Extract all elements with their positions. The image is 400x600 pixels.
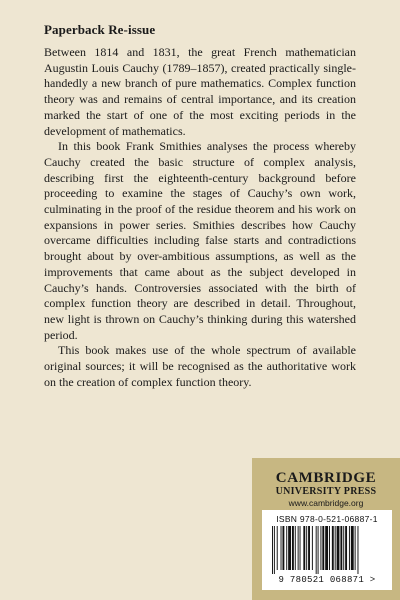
blurb-paragraph-2: In this book Frank Smithies analyses the process whereby Cauchy created the basic structure of complex analysis, describing first the eighteenth-century background before proceeding to examine the stages of Cauchy’s own work, culminating in the proof of the residue theorem and his work on expansions in power series. Smithies describes how Cauchy overcame difficulties including false starts and contradictions brought about by over-ambitious assumptions, as well as the improvements that came about as the subject developed in Cauchy’s hands. Controversies associated with the birth of complex function theory are described in detail. Throughout, new light is thrown on Cauchy’s thinking during this watershed period.: [44, 139, 356, 342]
publisher-name: CAMBRIDGE: [275, 470, 377, 486]
blurb-text: [44, 45, 356, 390]
publisher-url: www.cambridge.org: [288, 498, 364, 508]
barcode-digits: 9 780521 068871 >: [278, 575, 376, 585]
isbn-label: ISBN 978-0-521-06887-1: [276, 514, 378, 524]
blurb-paragraph-3: This book makes use of the whole spectrum of available original sources; it will be recognised as the authoritative work on the creation of complex function theory.: [44, 343, 356, 389]
edition-label: Paperback Re-issue: [44, 22, 156, 37]
barcode-icon: [270, 526, 384, 574]
barcode-box: [262, 510, 392, 590]
publisher-subtitle: UNIVERSITY PRESS: [275, 486, 377, 497]
blurb-paragraph-1: Between 1814 and 1831, the great French mathematician Augustin Louis Cauchy (1789–1857), created practically single-handedly a new branch of pure mathematics. Complex function theory was and remains of central importance, and its creation marked the start of one of the most exciting periods in the development of mathematics.: [44, 45, 356, 138]
